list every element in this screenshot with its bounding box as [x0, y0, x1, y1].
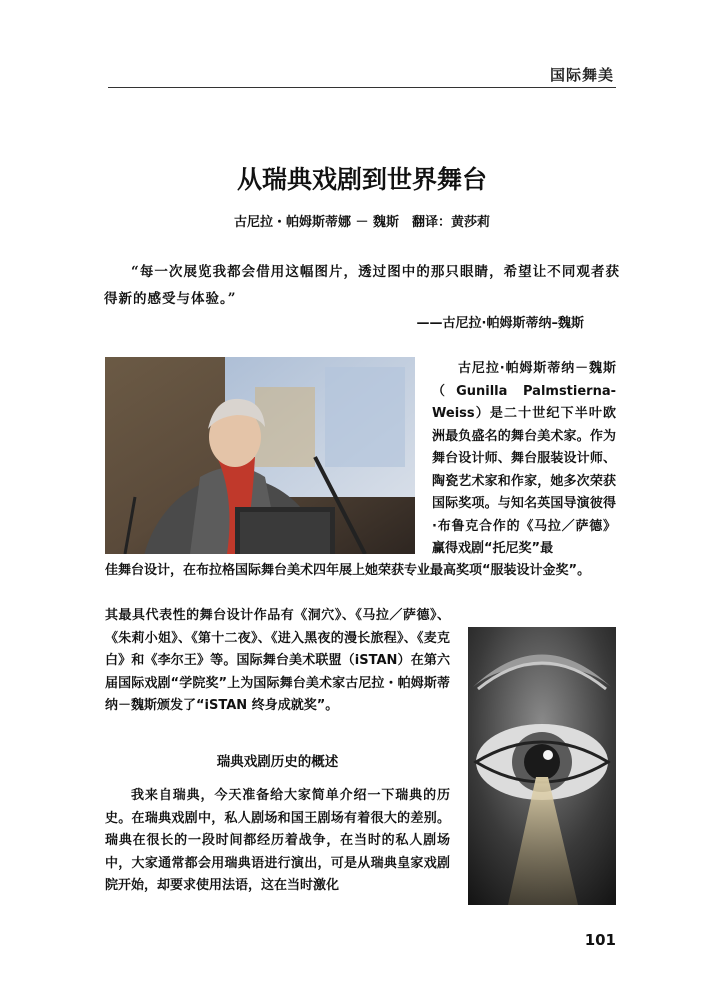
section-heading: 瑞典戏剧历史的概述 — [216, 754, 339, 770]
article-title: 从瑞典戏剧到世界舞台 — [236, 165, 487, 194]
byline: 古尼拉・帕姆斯蒂娜 － 魏斯 翻译：黄莎莉 — [233, 215, 491, 230]
quote-attribution: ——古尼拉·帕姆斯蒂纳–魏斯 — [416, 316, 584, 331]
intro-side-column — [432, 358, 616, 561]
portrait-photo — [105, 357, 415, 554]
intro-narrow-column — [105, 605, 450, 718]
eye-artwork-photo — [468, 627, 616, 905]
header-rule — [108, 87, 616, 88]
intro-narrow-text: 其最具代表性的舞台设计作品有《洞穴》、《马拉／萨德》、《朱莉小姐》、《第十二夜》、《进入黑夜的漫长旅程》、《麦克白》和《李尔王》等。国际舞台美术联盟（iSTAN）在第六届国际戏剧“学院奖”上为国际舞台美术家古尼拉・帕姆斯蒂纳－魏斯颁发了“iSTAN 终身成就奖”。 — [105, 608, 450, 713]
intro-side-text: 古尼拉·帕姆斯蒂纳－魏斯（Gunilla Palmstierna-Weiss）是二十世纪下半叶欧洲最负盛名的舞台美术家。作为舞台设计师、舞台服装设计师、陶瓷艺术家和作家，她多次荣获国际奖项。与知名英国导演彼得·布鲁克合作的《马拉／萨德》赢得戏剧“托尼奖”最 — [432, 361, 616, 556]
intro-full-width — [105, 560, 618, 583]
intro-full-text: 佳舞台设计，在布拉格国际舞台美术四年展上她荣获专业最高奖项“服装设计金奖”。 — [105, 563, 591, 578]
history-paragraph — [105, 785, 450, 898]
history-paragraph-text: 我来自瑞典，今天准备给大家简单介绍一下瑞典的历史。在瑞典戏剧中，私人剧场和国王剧场有着很大的差别。瑞典在很长的一段时间都经历着战争，在当时的私人剧场中，大家通常都会用瑞典语进行演出，可是从瑞典皇家戏剧院开始，却要求使用法语，这在当时激化 — [105, 788, 450, 893]
section-label: 国际舞美 — [549, 66, 614, 84]
epigraph-quote: “每一次展览我都会借用这幅图片，透过图中的那只眼睛，希望让不同观者获得新的感受与体验。” — [104, 264, 620, 307]
page-number: 101 — [584, 931, 616, 949]
